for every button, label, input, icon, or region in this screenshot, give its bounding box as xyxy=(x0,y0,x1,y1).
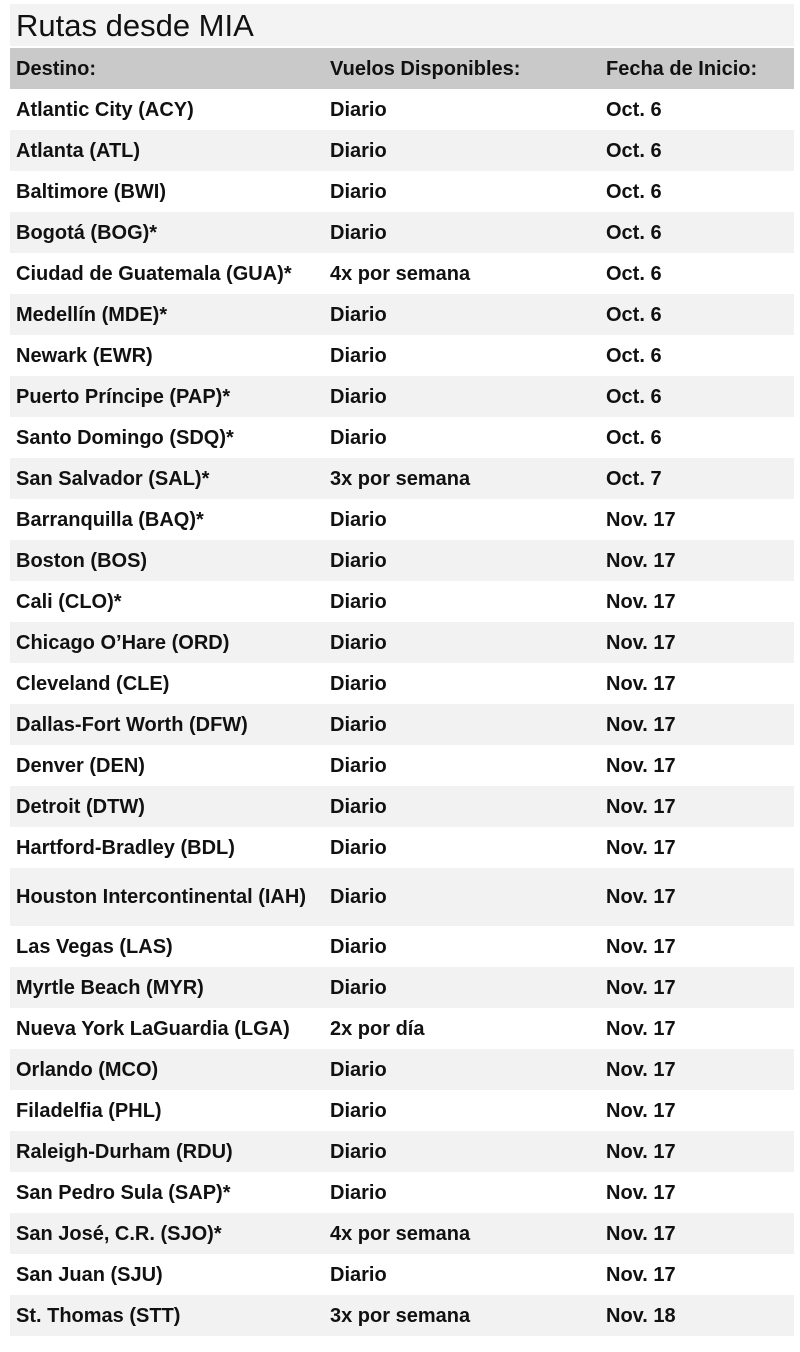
flights-cell: 4x por semana xyxy=(330,1222,471,1245)
start-date-cell: Nov. 17 xyxy=(606,713,676,736)
flights-cell: Diario xyxy=(330,344,387,367)
flights-cell: Diario xyxy=(330,886,387,908)
table-row xyxy=(10,1254,794,1295)
start-date-cell: Nov. 17 xyxy=(606,935,676,958)
header-start-date: Fecha de Inicio: xyxy=(606,57,758,80)
table-row xyxy=(10,1172,794,1213)
destination-cell: Baltimore (BWI) xyxy=(16,180,166,203)
destination-cell: Atlanta (ATL) xyxy=(16,139,141,162)
flights-cell: Diario xyxy=(330,976,387,999)
destination-cell: Denver (DEN) xyxy=(16,754,145,777)
start-date-cell: Oct. 6 xyxy=(606,262,662,285)
table-body xyxy=(10,89,794,1336)
start-date-cell: Nov. 17 xyxy=(606,1017,676,1040)
flights-cell: 4x por semana xyxy=(330,262,471,285)
destination-cell: Detroit (DTW) xyxy=(16,795,145,818)
destination-cell: Filadelfia (PHL) xyxy=(16,1099,162,1122)
flights-cell: Diario xyxy=(330,590,387,613)
start-date-cell: Oct. 7 xyxy=(606,467,662,490)
destination-cell: St. Thomas (STT) xyxy=(16,1304,181,1327)
flights-cell: Diario xyxy=(330,221,387,244)
destination-cell: Hartford-Bradley (BDL) xyxy=(16,836,235,859)
flights-cell: Diario xyxy=(330,631,387,654)
start-date-cell: Nov. 17 xyxy=(606,1140,676,1163)
start-date-cell: Oct. 6 xyxy=(606,180,662,203)
flights-cell: Diario xyxy=(330,795,387,818)
flights-cell: Diario xyxy=(330,98,387,121)
header-flights: Vuelos Disponibles: xyxy=(330,57,521,80)
table-row xyxy=(10,376,794,417)
flights-cell: Diario xyxy=(330,836,387,859)
destination-cell: Las Vegas (LAS) xyxy=(16,935,173,958)
flights-cell: Diario xyxy=(330,303,387,326)
start-date-cell: Nov. 17 xyxy=(606,508,676,531)
destination-cell: Chicago O’Hare (ORD) xyxy=(16,631,230,654)
start-date-cell: Nov. 17 xyxy=(606,976,676,999)
start-date-cell: Nov. 17 xyxy=(606,1058,676,1081)
flights-cell: Diario xyxy=(330,549,387,572)
start-date-cell: Oct. 6 xyxy=(606,344,662,367)
flights-cell: Diario xyxy=(330,1263,387,1286)
destination-cell: Newark (EWR) xyxy=(16,344,153,367)
table-row xyxy=(10,1131,794,1172)
flights-cell: 2x por día xyxy=(330,1017,425,1040)
destination-cell: San Juan (SJU) xyxy=(16,1263,163,1286)
start-date-cell: Nov. 17 xyxy=(606,590,676,613)
table-row xyxy=(10,335,794,376)
destination-cell: Dallas-Fort Worth (DFW) xyxy=(16,713,248,736)
start-date-cell: Nov. 17 xyxy=(606,1263,676,1286)
destination-cell: Orlando (MCO) xyxy=(16,1058,159,1081)
table-row xyxy=(10,89,794,130)
table-header-row xyxy=(10,48,794,89)
table-row xyxy=(10,1295,794,1336)
destination-cell: San Salvador (SAL)* xyxy=(16,467,210,490)
flights-cell: Diario xyxy=(330,426,387,449)
flights-cell: Diario xyxy=(330,1181,387,1204)
destination-cell: Ciudad de Guatemala (GUA)* xyxy=(16,262,292,285)
flights-cell: Diario xyxy=(330,385,387,408)
flights-cell: Diario xyxy=(330,672,387,695)
flights-cell: Diario xyxy=(330,1099,387,1122)
table-row xyxy=(10,1008,794,1049)
destination-cell: San Pedro Sula (SAP)* xyxy=(16,1181,231,1204)
start-date-cell: Oct. 6 xyxy=(606,221,662,244)
flights-cell: Diario xyxy=(330,1058,387,1081)
flights-cell: 3x por semana xyxy=(330,1304,471,1327)
table-row xyxy=(10,926,794,967)
table-row xyxy=(10,1049,794,1090)
destination-cell: Medellín (MDE)* xyxy=(16,303,168,326)
flights-cell: Diario xyxy=(330,180,387,203)
destination-cell: Houston Intercontinental (IAH) xyxy=(16,886,306,908)
destination-cell: Cali (CLO)* xyxy=(16,590,122,613)
start-date-cell: Nov. 17 xyxy=(606,836,676,859)
table-row xyxy=(10,171,794,212)
page-title: Rutas desde MIA xyxy=(10,4,794,46)
table-row xyxy=(10,540,794,581)
start-date-cell: Oct. 6 xyxy=(606,303,662,326)
table-row xyxy=(10,130,794,171)
destination-cell: Nueva York LaGuardia (LGA) xyxy=(16,1017,290,1040)
start-date-cell: Nov. 17 xyxy=(606,672,676,695)
flights-cell: Diario xyxy=(330,1140,387,1163)
start-date-cell: Nov. 17 xyxy=(606,1181,676,1204)
flights-cell: Diario xyxy=(330,935,387,958)
table-row xyxy=(10,622,794,663)
table-row xyxy=(10,458,794,499)
table-row xyxy=(10,212,794,253)
destination-cell: Raleigh-Durham (RDU) xyxy=(16,1140,233,1163)
start-date-cell: Oct. 6 xyxy=(606,98,662,121)
flights-cell: Diario xyxy=(330,713,387,736)
header-destination: Destino: xyxy=(16,57,96,80)
start-date-cell: Oct. 6 xyxy=(606,385,662,408)
destination-cell: Cleveland (CLE) xyxy=(16,672,170,695)
start-date-cell: Nov. 17 xyxy=(606,549,676,572)
flights-cell: Diario xyxy=(330,139,387,162)
destination-cell: Boston (BOS) xyxy=(16,549,148,572)
start-date-cell: Nov. 17 xyxy=(606,1099,676,1122)
table-row xyxy=(10,1090,794,1131)
start-date-cell: Nov. 18 xyxy=(606,1304,676,1327)
table-row xyxy=(10,868,794,926)
table-row xyxy=(10,253,794,294)
destination-cell: Puerto Príncipe (PAP)* xyxy=(16,385,231,408)
destination-cell: Atlantic City (ACY) xyxy=(16,98,194,121)
table-row xyxy=(10,967,794,1008)
table-row xyxy=(10,1213,794,1254)
table-row xyxy=(10,704,794,745)
destination-cell: Barranquilla (BAQ)* xyxy=(16,508,204,531)
destination-cell: Bogotá (BOG)* xyxy=(16,221,158,244)
start-date-cell: Nov. 17 xyxy=(606,795,676,818)
flights-cell: Diario xyxy=(330,754,387,777)
start-date-cell: Nov. 17 xyxy=(606,886,676,908)
table-row xyxy=(10,499,794,540)
start-date-cell: Oct. 6 xyxy=(606,139,662,162)
start-date-cell: Nov. 17 xyxy=(606,754,676,777)
table-row xyxy=(10,581,794,622)
flights-cell: 3x por semana xyxy=(330,467,471,490)
routes-table xyxy=(10,48,794,1336)
start-date-cell: Oct. 6 xyxy=(606,426,662,449)
table-row xyxy=(10,417,794,458)
start-date-cell: Nov. 17 xyxy=(606,1222,676,1245)
table-row xyxy=(10,294,794,335)
table-row xyxy=(10,663,794,704)
destination-cell: San José, C.R. (SJO)* xyxy=(16,1222,222,1245)
destination-cell: Santo Domingo (SDQ)* xyxy=(16,426,234,449)
table-row xyxy=(10,745,794,786)
table-row xyxy=(10,827,794,868)
flights-cell: Diario xyxy=(330,508,387,531)
start-date-cell: Nov. 17 xyxy=(606,631,676,654)
table-row xyxy=(10,786,794,827)
destination-cell: Myrtle Beach (MYR) xyxy=(16,976,204,999)
